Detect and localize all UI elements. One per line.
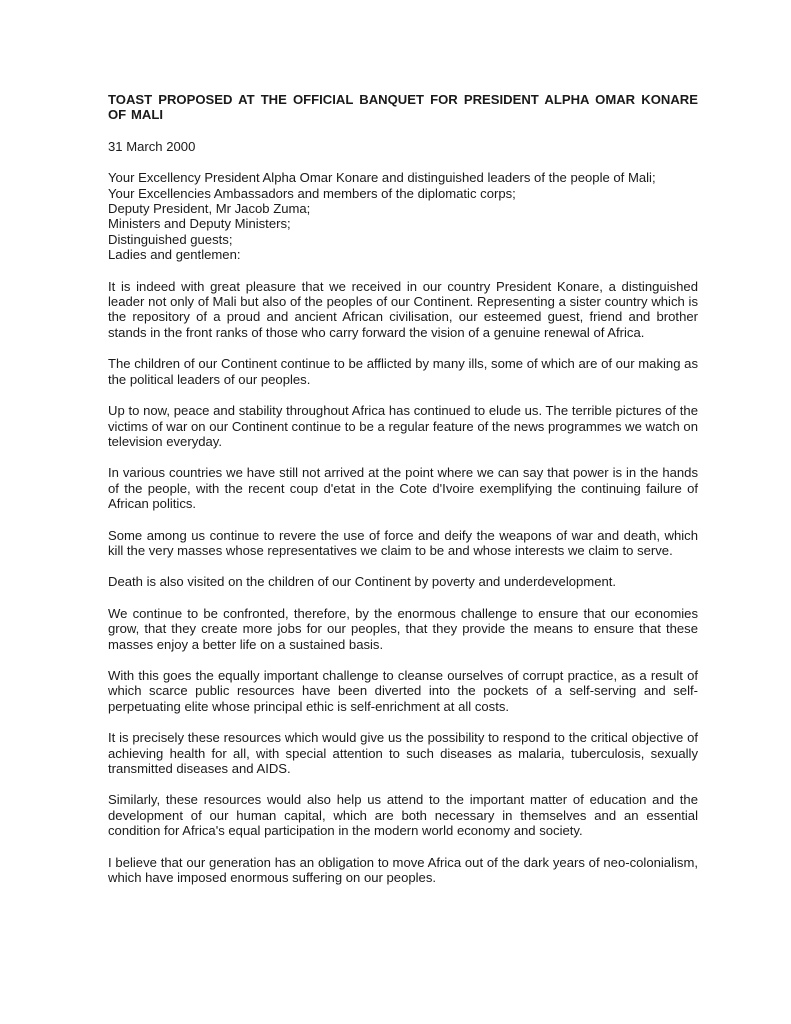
body-paragraph: Some among us continue to revere the use of force and deify the weapons of war and death, which kill the very masses whose representatives we claim to be and whose interests we claim to serve. <box>108 527 698 558</box>
salutation-line: Ladies and gentlemen: <box>108 247 241 263</box>
body-paragraph: With this goes the equally important challenge to cleanse ourselves of corrupt practice, as a result of which scarce public resources have been diverted into the pockets of a self-serving and self-perpetuating elite whose principal ethic is self-enrichment at all costs. <box>108 667 698 714</box>
document-title: TOAST PROPOSED AT THE OFFICIAL BANQUET FOR PRESIDENT ALPHA OMAR KONARE OF MALI <box>108 92 698 123</box>
body-paragraph: Similarly, these resources would also help us attend to the important matter of education and the development of our human capital, which are both necessary in themselves and an essential condition for Africa's equal participation in the modern world economy and society. <box>108 792 698 839</box>
salutation-line: Deputy President, Mr Jacob Zuma; <box>108 201 311 217</box>
body-paragraph: Up to now, peace and stability throughout Africa has continued to elude us. The terrible pictures of the victims of war on our Continent continue to be a regular feature of the news programmes we watch on television everyday. <box>108 403 698 449</box>
body-paragraph: It is precisely these resources which would give us the possibility to respond to the critical objective of achieving health for all, with special attention to such diseases as malaria, tuberculosis, sexually transmitted diseases and AIDS. <box>108 730 698 776</box>
salutation-line: Your Excellency President Alpha Omar Konare and distinguished leaders of the people of Mali; <box>108 170 656 186</box>
body-paragraph: In various countries we have still not arrived at the point where we can say that power is in the hands of the people, with the recent coup d'etat in the Cote d'Ivoire exemplifying the continuing failure of African politics. <box>108 465 698 512</box>
body-paragraph: It is indeed with great pleasure that we received in our country President Konare, a distinguished leader not only of Mali but also of the peoples of our Continent. Representing a sister country which is the repository of a proud and ancient African civilisation, our esteemed guest, friend and brother stands in the front ranks of those who carry forward the vision of a genuine renewal of Africa. <box>108 278 698 340</box>
salutation-line: Ministers and Deputy Ministers; <box>108 216 291 232</box>
document-date: 31 March 2000 <box>108 138 196 154</box>
body-paragraph: We continue to be confronted, therefore, by the enormous challenge to ensure that our economies grow, that they create more jobs for our peoples, that they provide the means to ensure that these masses enjoy a better life on a sustained basis. <box>108 605 698 652</box>
salutation-line: Distinguished guests; <box>108 231 233 247</box>
document-page <box>108 92 698 901</box>
body-paragraph: The children of our Continent continue to be afflicted by many ills, some of which are of our making as the political leaders of our peoples. <box>108 356 698 387</box>
body-paragraph: I believe that our generation has an obligation to move Africa out of the dark years of neo-colonialism, which have imposed enormous suffering on our peoples. <box>108 854 698 886</box>
salutation-block <box>108 170 698 262</box>
body-paragraph: Death is also visited on the children of our Continent by poverty and underdevelopment. <box>108 574 617 590</box>
salutation-line: Your Excellencies Ambassadors and members of the diplomatic corps; <box>108 185 516 201</box>
